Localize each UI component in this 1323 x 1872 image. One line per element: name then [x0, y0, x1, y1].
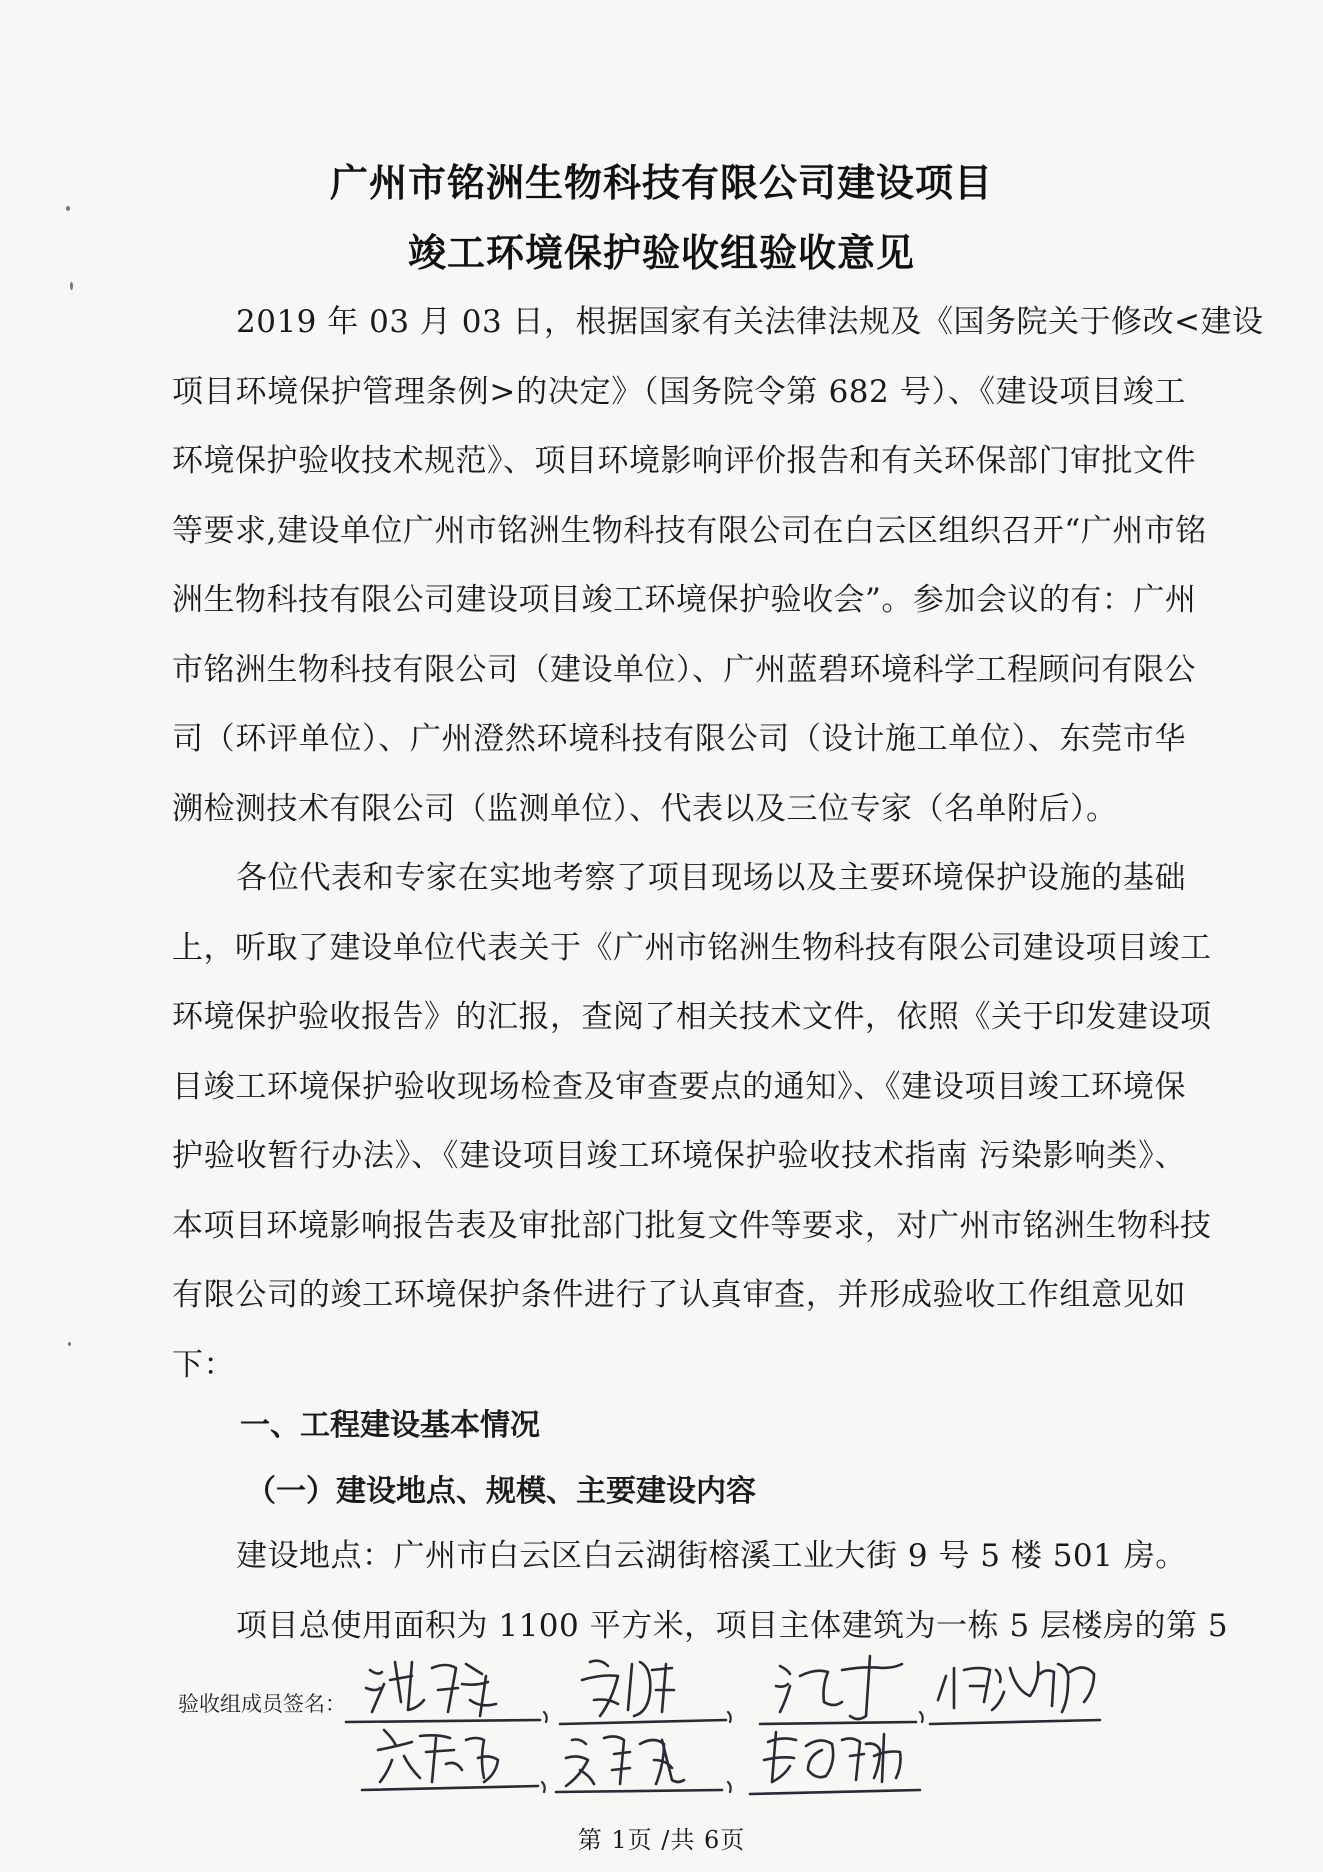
scan-speck: [68, 1342, 71, 1346]
document-title-line2: 竣工环境保护验收组验收意见: [407, 231, 915, 275]
page-number: 第 1页 /共 6页: [577, 1826, 746, 1854]
paragraph-line: 有限公司的竣工环境保护条件进行了认真审查，并形成验收工作组意见如: [172, 1277, 1186, 1313]
paragraph-line: 环境保护验收技术规范》、项目环境影响评价报告和有关环保部门审批文件: [172, 443, 1196, 479]
signature-4: [930, 1662, 1100, 1724]
paragraph-line: 司（环评单位）、广州澄然环境科技有限公司（设计施工单位）、东莞市华: [172, 721, 1186, 757]
signature-label: 验收组成员签名：: [178, 1692, 346, 1716]
scan-speck: [70, 282, 73, 290]
paragraph-line: 环境保护验收报告》的汇报，查阅了相关技术文件，依照《关于印发建设项: [172, 999, 1212, 1035]
paragraph-line: 等要求,建设单位广州市铭洲生物科技有限公司在白云区组织召开“广州市铭: [172, 512, 1207, 549]
paragraph-line: 上，听取了建设单位代表关于《广州市铭洲生物科技有限公司建设项目竣工: [172, 929, 1212, 966]
signature-5: [362, 1730, 538, 1790]
document-title-line1: 广州市铭洲生物科技有限公司建设项目: [329, 161, 993, 205]
paragraph-line: 本项目环境影响报告表及审批部门批复文件等要求，对广州市铭洲生物科技: [172, 1207, 1212, 1244]
signature-7: [750, 1732, 920, 1794]
paragraph-line: 目竣工环境保护验收现场检查及审查要点的通知》、《建设项目竣工环境保: [172, 1068, 1186, 1105]
area-line: 项目总使用面积为 1100 平方米，项目主体建筑为一栋 5 层楼房的第 5: [236, 1607, 1229, 1644]
paragraph-line: 2019 年 03 月 03 日，根据国家有关法律法规及《国务院关于修改<建设: [236, 304, 1264, 340]
scan-speck: [66, 206, 70, 211]
paragraph-line: 下：: [172, 1346, 235, 1383]
signature-2: [560, 1661, 726, 1724]
signature-3: [760, 1656, 916, 1724]
paragraph-line: 各位代表和专家在实地考察了项目现场以及主要环境保护设施的基础: [236, 860, 1186, 896]
section-heading: 一、工程建设基本情况: [240, 1408, 540, 1443]
signature-6: [556, 1736, 722, 1792]
section-sub-heading: （一）建设地点、规模、主要建设内容: [246, 1474, 756, 1509]
paragraph-line: 市铭洲生物科技有限公司（建设单位）、广州蓝碧环境科学工程顾问有限公: [172, 651, 1196, 688]
paragraph-line: 护验收暂行办法》、《建设项目竣工环境保护验收技术指南 污染影响类》、: [172, 1138, 1186, 1174]
paragraph-line: 项目环境保护管理条例>的决定》（国务院令第 682 号）、《建设项目竣工: [172, 373, 1186, 410]
location-line: 建设地点：广州市白云区白云湖街榕溪工业大街 9 号 5 楼 501 房。: [236, 1538, 1187, 1574]
signature-1: [346, 1662, 540, 1722]
paragraph-line: 洲生物科技有限公司建设项目竣工环境保护验收会”。参加会议的有：广州: [172, 582, 1197, 618]
paragraph-line: 溯检测技术有限公司（监测单位）、代表以及三位专家（名单附后）。: [172, 790, 1118, 827]
